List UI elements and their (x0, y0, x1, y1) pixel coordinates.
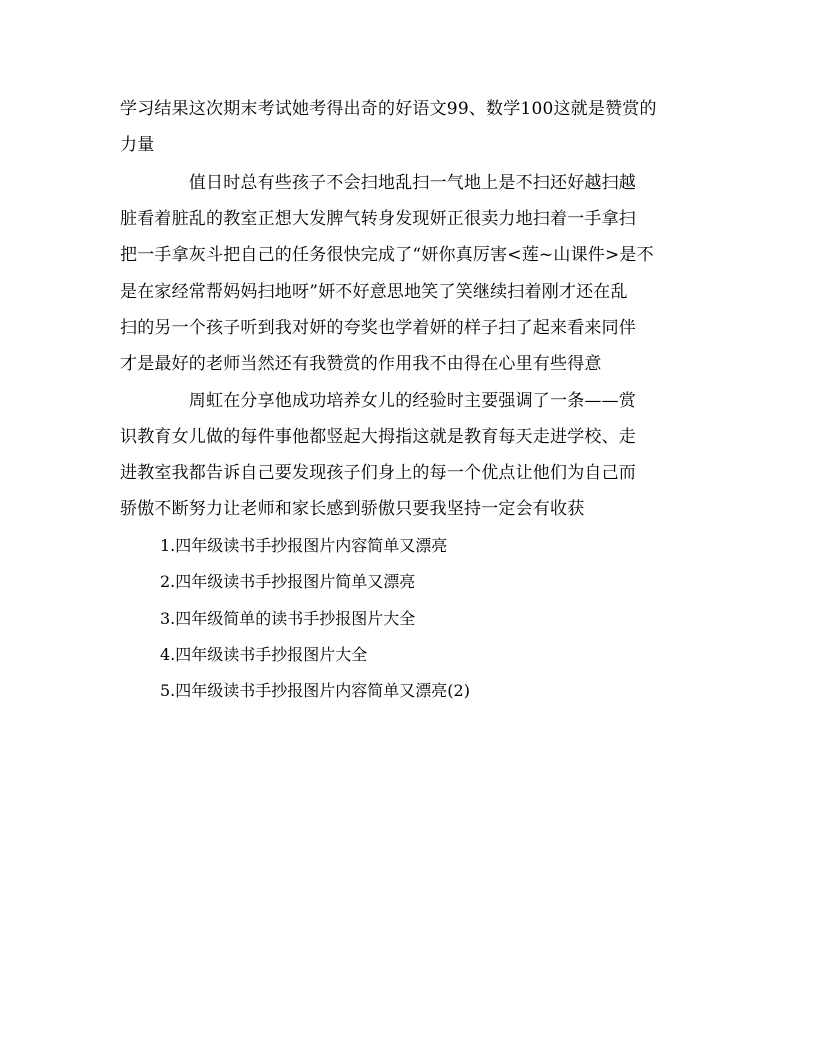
paragraph-2-line-6: 才是最好的老师当然还有我赞赏的作用我不由得在心里有些得意 (120, 354, 602, 374)
paragraph-1-line-2: 力量 (120, 135, 155, 155)
paragraph-2-line-2: 脏看着脏乱的教室正想大发脾气转身发现妍正很卖力地扫着一手拿扫 (120, 209, 636, 229)
paragraph-2-line-5: 扫的另一个孩子听到我对妍的夸奖也学着妍的样子扫了起来看来同伴 (120, 318, 636, 338)
paragraph-3-line-1: 周虹在分享他成功培养女儿的经验时主要强调了一条——赏 (120, 391, 636, 411)
paragraph-3-line-3: 进教室我都告诉自己要发现孩子们身上的每一个优点让他们为自己而 (120, 463, 636, 483)
paragraph-2-line-3: 把一手拿灰斗把自己的任务很快完成了“妍你真厉害<莲~山课件>是不 (120, 245, 654, 265)
related-link-3[interactable]: 3.四年级简单的读书手抄报图片大全 (160, 609, 416, 628)
paragraph-3-line-2: 识教育女儿做的每件事他都竖起大拇指这就是教育每天走进学校、走 (120, 427, 636, 447)
related-link-2[interactable]: 2.四年级读书手抄报图片简单又漂亮 (160, 572, 416, 591)
related-link-1[interactable]: 1.四年级读书手抄报图片内容简单又漂亮 (160, 536, 448, 555)
related-link-5[interactable]: 5.四年级读书手抄报图片内容简单又漂亮(2) (160, 681, 470, 700)
paragraph-2-line-4: 是在家经常帮妈妈扫地呀”妍不好意思地笑了笑继续扫着刚才还在乱 (120, 282, 628, 302)
paragraph-2-line-1: 值日时总有些孩子不会扫地乱扫一气地上是不扫还好越扫越 (120, 173, 636, 193)
related-link-4[interactable]: 4.四年级读书手抄报图片大全 (160, 645, 368, 664)
paragraph-1-line-1: 学习结果这次期末考试她考得出奇的好语文99、数学100这就是赞赏的 (120, 99, 657, 119)
paragraph-3-line-4: 骄傲不断努力让老师和家长感到骄傲只要我坚持一定会有收获 (120, 499, 585, 519)
